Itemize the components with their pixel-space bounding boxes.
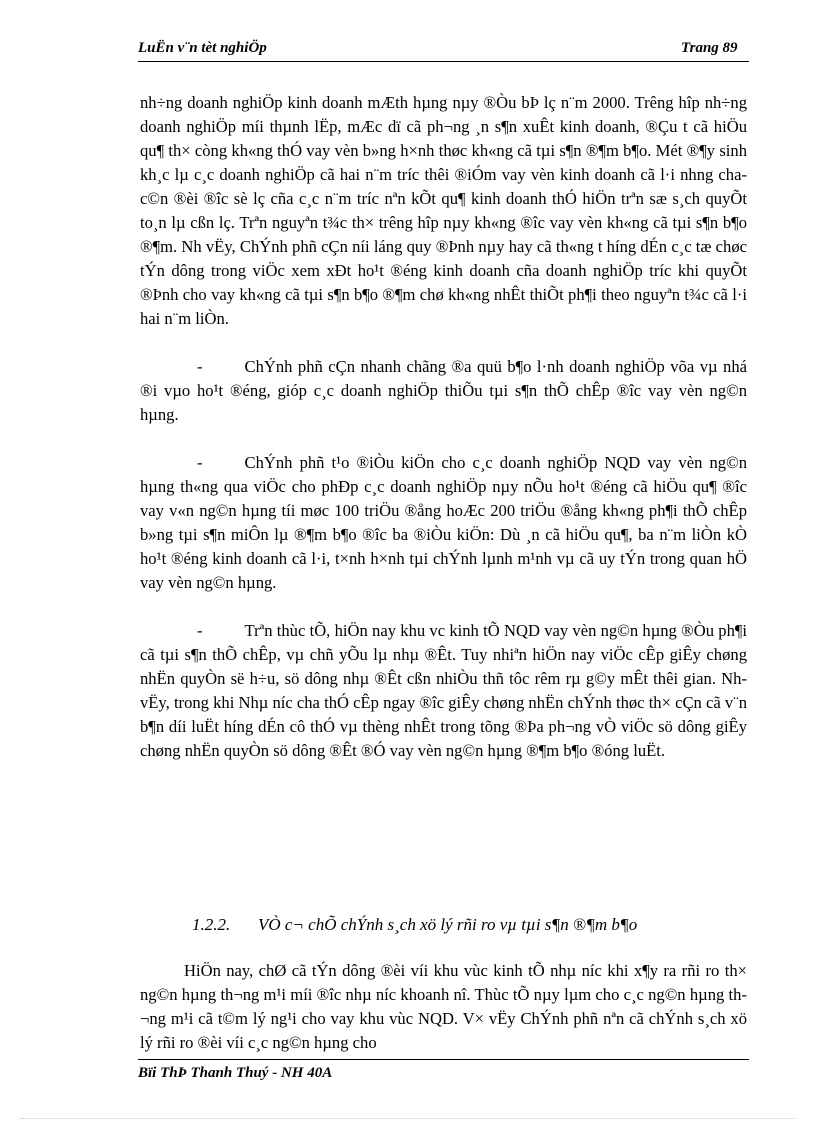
footer-divider [138, 1059, 749, 1060]
footer-author: Bïi ThÞ Thanh Thuý - NH 40A [138, 1065, 333, 1081]
bullet-text-2: ChÝnh phñ t¹o ®iÒu kiÖn cho c¸c doanh nghiÖp NQD vay vèn ng©n hµng th«ng qua viÖc cho phÐp c¸c doanh nghiÖp nµy nÕu ho¹t ®éng cã hiÖu qu¶ ®îc vay v«n ng©n hµng tíi møc 100 triÖu ®ång hoÆc 200 triÖu ®ång kh«ng ph¶i thÕ chÊp b»ng tµi s¶n miÔn lµ ®¶m b¶o ®îc ba ®iÒu kiÖn: Dù ¸n cã hiÖu qu¶, ba n¨m liÒn kÒ ho¹t ®éng kinh doanh cã l·i, t×nh h×nh tµi chÝnh lµnh m¹nh vµ cã uy tÝn trong quan hÖ vay vèn ng©n hµng. [140, 453, 747, 592]
page-bottom-edge [20, 1118, 796, 1119]
section-heading [140, 913, 747, 937]
bullet-item-1 [140, 355, 747, 427]
bullet-text-3: Trªn thùc tÕ, hiÖn nay khu vc kinh tÕ NQD vay vèn ng©n hµng ®Òu ph¶i cã tµi s¶n thÕ chÊp, vµ chñ yÕu lµ nhµ ®Êt. Tuy nhiªn hiÖn nay viÖc cÊp giÊy chøng nhËn quyÒn së h÷u, sö dông nhµ ®Êt cßn nhiÒu thñ tôc rêm rµ g©y mÊt thêi gian. Nh vËy, trong khi Nhµ níc cha thÓ cÊp ngay ®îc giÊy chøng nhËn chÝnh thøc th× cÇn cã v¨n b¶n díi luËt híng dÉn cô thÓ vµ thèng nhÊt trong tõng ®Þa ph¬ng vÒ viÖc sö dông giÊy chøng nhËn quyÒn sö dông ®Êt ®Ó vay vèn ng©n hµng ®¶m b¶o ®óng luËt. [140, 621, 747, 760]
section-number: 1.2.2. [192, 915, 231, 934]
bullet-text-1: ChÝnh phñ cÇn nhanh chãng ®a quü b¶o l·nh doanh nghiÖp võa vµ nhá ®i vµo ho¹t ®éng, gióp c¸c doanh nghiÖp thiÕu tµi s¶n thÕ chÊp ®îc vay vèn ng©n hµng. [140, 357, 747, 424]
body-text [140, 91, 747, 1055]
page-number: Trang 89 [681, 40, 738, 56]
bullet-dash: - [197, 357, 203, 376]
bullet-item-3 [140, 619, 747, 763]
section-title: VÒ c¬ chÕ chÝnh s¸ch xö lý rñi ro vµ tµi s¶n ®¶m b¶o [258, 915, 638, 934]
bullet-item-2 [140, 451, 747, 595]
header-title: LuËn v¨n tèt nghiÖp [138, 40, 267, 56]
paragraph-1: nh÷ng doanh nghiÖp kinh doanh mÆth hµng nµy ®Òu bÞ lç n¨m 2000. Trêng hîp nh÷ng doanh nghiÖp míi thµnh lËp, mÆc dï cã ph¬ng ¸n s¶n xuÊt kinh doanh, ®Çu t cã hiÖu qu¶ th× còng kh«ng thÓ vay vèn b»ng h×nh thøc kh«ng cã tµi s¶n ®¶m b¶o. Mét ®¶y sinh kh¸c lµ c¸c doanh nghiÖp cã hai n¨m tríc thêi ®iÓm vay vèn kinh doanh cã l·i nhng cha c©n ®èi ®îc sè lç cña c¸c n¨m tríc nªn kÕt qu¶ kinh doanh thÓ hiÖn trªn sæ s¸ch quyÕt to¸n lµ cßn lç. Trªn nguyªn t¾c th× trêng hîp nµy kh«ng ®îc vay vèn kh«ng cã tµi s¶n b¶o ®¶m. Nh vËy, ChÝnh phñ cÇn níi láng quy ®Þnh nµy hay cã th«ng t híng dÉn c¸c tæ chøc tÝn dông trong viÖc xem xÐt ho¹t ®éng kinh doanh cña doanh nghiÖp tríc khi quyÕt ®Þnh cho vay kh«ng cã tµi s¶n b¶o ®¶m chø kh«ng nhÊt thiÕt ph¶i theo nguyªn t¾c cã l·i hai n¨m liÒn. [140, 93, 747, 328]
bullet-dash: - [197, 453, 203, 472]
bullet-dash: - [197, 621, 203, 640]
header-divider [138, 61, 749, 62]
paragraph-last: HiÖn nay, chØ cã tÝn dông ®èi víi khu vùc kinh tÕ nhµ níc khi x¶y ra rñi ro th× ng©n hµng th¬ng m¹i míi ®îc nhµ níc khoanh nî. Thùc tÕ nµy lµm cho c¸c ng©n hµng th¬ng m¹i cã t©m lý ng¹i cho vay khu vùc NQD. V× vËy ChÝnh phñ nªn cã chÝnh s¸ch xö lý rñi ro ®èi víi c¸c ng©n hµng cho [140, 961, 747, 1052]
